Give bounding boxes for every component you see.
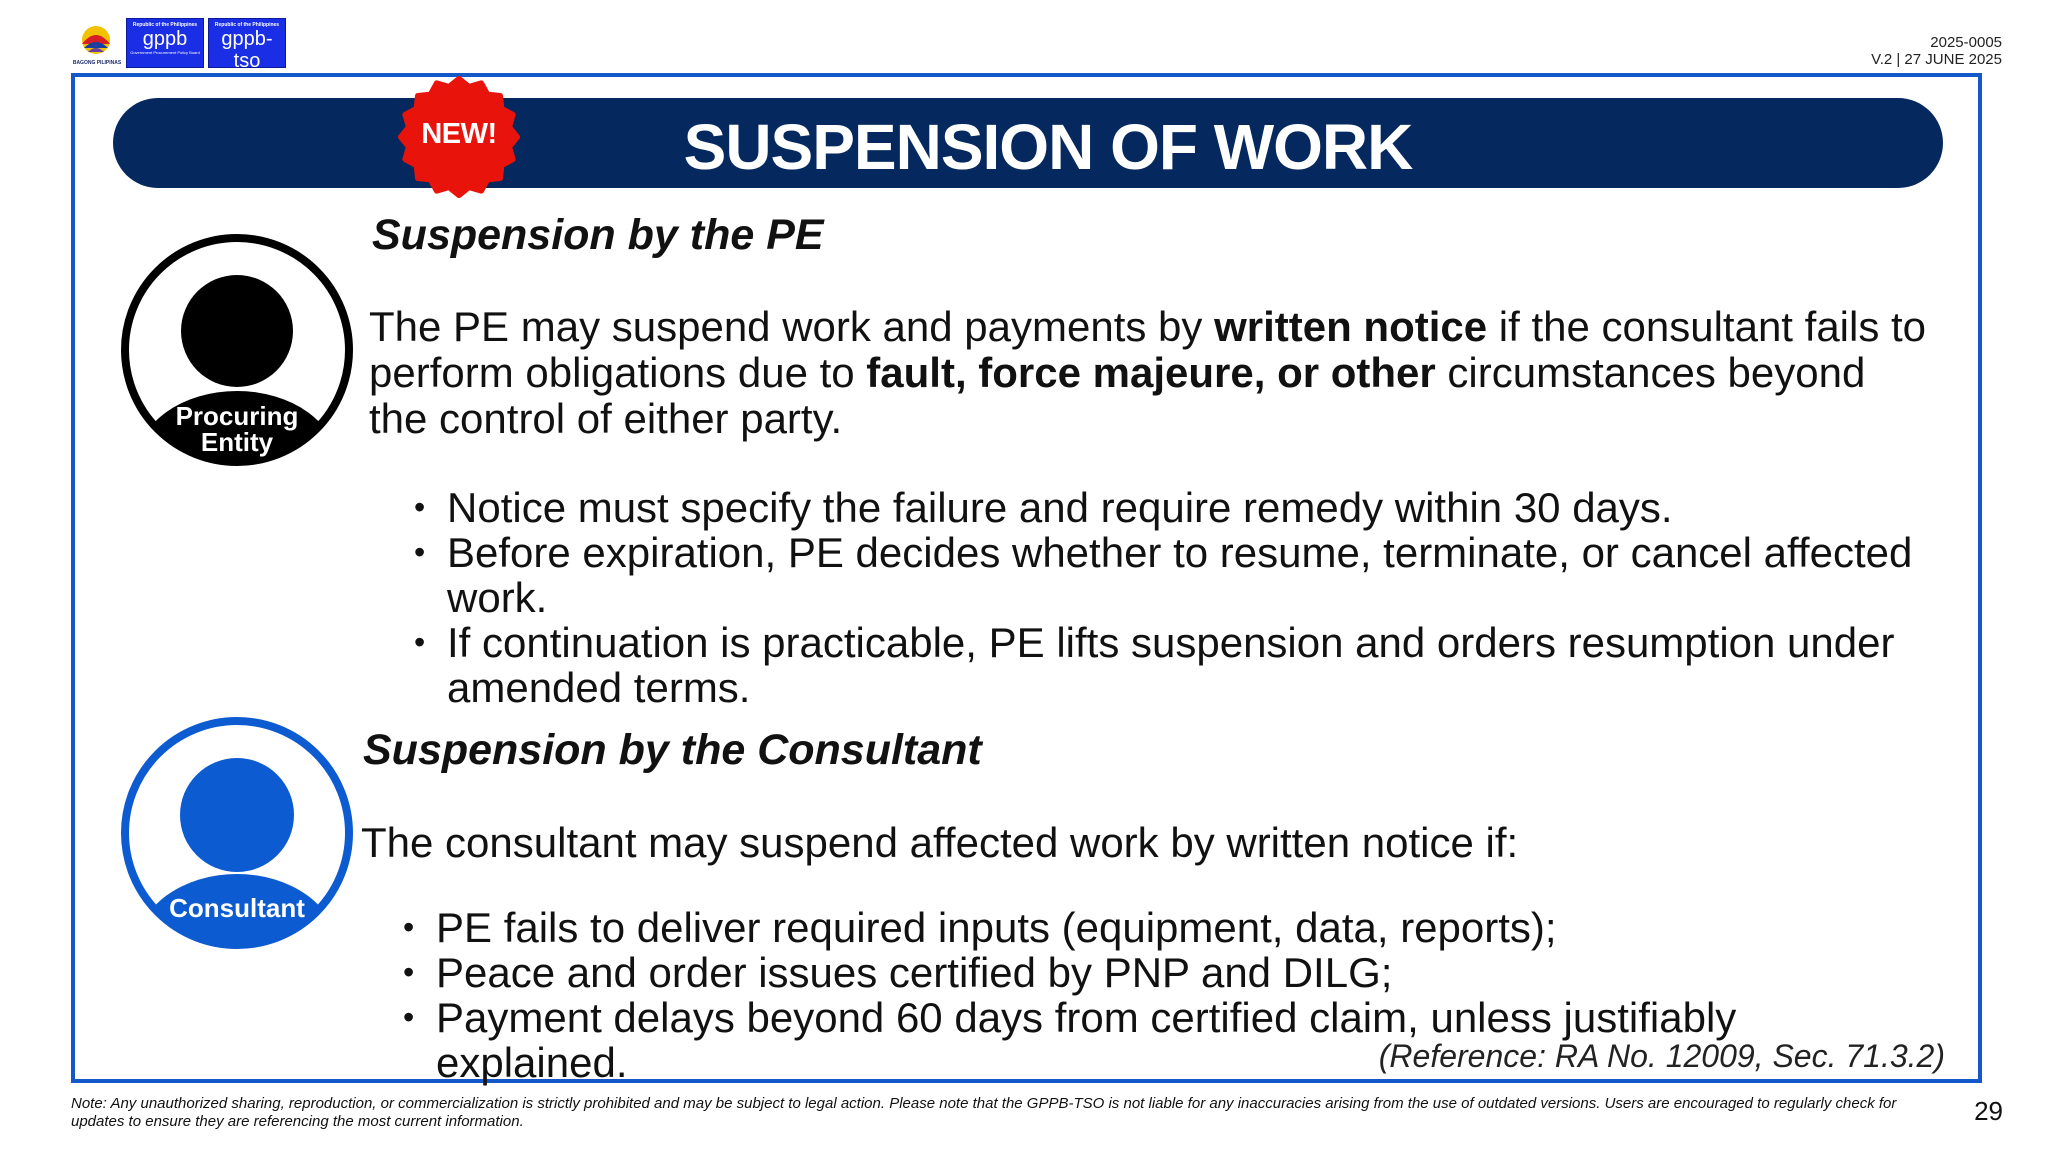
new-badge-label: NEW! <box>421 118 497 150</box>
doc-version: V.2 | 27 JUNE 2025 <box>1871 51 2002 68</box>
consultant-section-heading: Suspension by the Consultant <box>363 726 982 774</box>
gppb-tso-logo <box>208 18 323 77</box>
footer-disclaimer: Note: Any unauthorized sharing, reproduction, or commercialization is strictly prohibited and may be subject to legal action. Please note that the GPPB-TSO is not liable for any inaccuracies arising from the use of outdated versions. Users are encouraged to regularly check for updates to ensure they are referencing the most current information. <box>71 1095 1897 1130</box>
sun-emblem-icon <box>72 18 120 58</box>
consultant-label: Consultant <box>169 893 305 923</box>
pe-para-text-1: The PE may suspend work and payments by <box>369 303 1215 350</box>
pe-section-paragraph <box>369 304 1929 442</box>
procuring-entity-label: Procuring Entity <box>175 401 299 457</box>
list-item: • If continuation is practicable, PE lifts suspension and orders resumption under amended terms. <box>414 620 1914 710</box>
gppb-logo-top: Republic of the Philippines <box>132 22 198 28</box>
page-title: SUSPENSION OF WORK <box>683 111 1413 183</box>
consultant-avatar <box>118 714 356 952</box>
list-item: • Before expiration, PE decides whether to resume, terminate, or cancel affected work. <box>414 530 1914 620</box>
doc-code: 2025-0005 <box>1930 34 2002 51</box>
pe-para-bold-1: written notice <box>1214 303 1488 350</box>
list-item: • Peace and order issues certified by PNP and DILG; <box>403 950 1843 995</box>
list-item: • PE fails to deliver required inputs (equipment, data, reports); <box>403 905 1843 950</box>
pe-para-text-2: if the consultant fails to perform obligations due to <box>369 303 1927 396</box>
gppb-logo-sub: Government Procurement Policy Board <box>130 50 200 55</box>
pe-section-heading: Suspension by the PE <box>372 211 824 259</box>
document-reference <box>1871 34 2002 68</box>
consultant-section-paragraph: The consultant may suspend affected work by written notice if: <box>361 819 1519 866</box>
list-item: • Payment delays beyond 60 days from certified claim, unless justifiably explained. <box>403 995 1843 1085</box>
bagong-pilipinas-caption: BAGONG PILIPINAS <box>72 60 122 66</box>
title-banner <box>113 98 1943 188</box>
pe-para-text-3: circumstances beyond the control of either party. <box>369 349 1866 442</box>
bagong-pilipinas-logo <box>72 18 122 70</box>
legal-reference: (Reference: RA No. 12009, Sec. 71.3.2) <box>1378 1038 1945 1074</box>
page-number: 29 <box>1974 1096 2003 1126</box>
new-badge <box>398 76 520 198</box>
pe-bullet-list <box>414 485 1914 710</box>
pe-para-bold-2: fault, force majeure, or other <box>866 349 1436 396</box>
gppb-tso-logo-sub: Government Procurement Policy Board Technical Support Office <box>209 72 323 77</box>
header-logos <box>72 18 323 77</box>
gppb-tso-logo-main: gppb-tso <box>221 28 273 72</box>
list-item: • Notice must specify the failure and require remedy within 30 days. <box>414 485 1914 530</box>
gppb-tso-logo-top: Republic of the Philippines <box>214 22 280 28</box>
gppb-logo-main: gppb <box>142 28 188 50</box>
gppb-logo <box>126 18 204 68</box>
procuring-entity-avatar <box>118 231 356 469</box>
